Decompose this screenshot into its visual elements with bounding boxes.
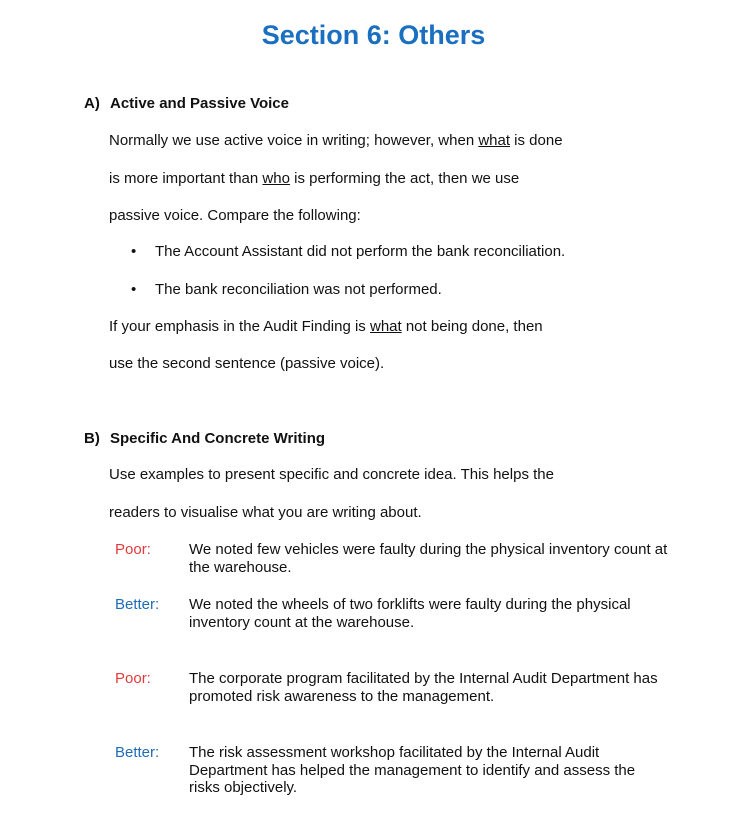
section-a-heading (84, 95, 289, 112)
text-run: If your emphasis in the Audit Finding is (109, 318, 370, 335)
section-a-para1-line1 (109, 132, 563, 149)
section-b-letter: B) (84, 430, 100, 447)
section-a-para1-line2 (109, 170, 519, 187)
better-label: Better: (115, 596, 160, 613)
bullet-item (131, 243, 565, 260)
bullet-text: The bank reconciliation was not performed. (155, 281, 442, 298)
text-run: not being done, then (401, 318, 543, 335)
bullet-item (131, 281, 442, 298)
section-b-para1-line1: Use examples to present specific and concrete idea. This helps the (109, 466, 554, 483)
section-a-para2-line1 (109, 318, 543, 335)
poor-label: Poor: (115, 541, 151, 558)
section-a-para2-line2: use the second sentence (passive voice). (109, 355, 385, 372)
section-b-heading (84, 430, 325, 447)
example-text: The corporate program facilitated by the Internal Audit Department has promoted risk awareness to the management. (189, 670, 658, 705)
example-text: We noted few vehicles were faulty during the physical inventory count at the warehouse. (189, 541, 668, 576)
page-title: Section 6: Others (261, 20, 486, 50)
better-label: Better: (115, 744, 160, 761)
text-run: is done (510, 132, 563, 149)
example-text: The risk assessment workshop facilitated by the Internal Audit Department has helped the management to identify and assess the risks objectively. (189, 744, 636, 796)
example-text: We noted the wheels of two forklifts were faulty during the physical inventory count at the warehouse. (189, 596, 631, 631)
poor-label: Poor: (115, 670, 151, 687)
section-a-title: Active and Passive Voice (110, 95, 289, 112)
underlined-word: what (478, 132, 511, 149)
section-b-title: Specific And Concrete Writing (110, 430, 326, 447)
underlined-word: who (262, 170, 290, 187)
bullet-icon: • (131, 243, 137, 260)
bullet-text: The Account Assistant did not perform the bank reconciliation. (155, 243, 566, 260)
section-a-para1-line3: passive voice. Compare the following: (109, 207, 361, 224)
text-run: is performing the act, then we use (289, 170, 520, 187)
text-run: Normally we use active voice in writing; however, when (109, 132, 479, 149)
bullet-icon: • (131, 281, 137, 298)
section-a-letter: A) (84, 95, 100, 112)
underlined-word: what (369, 318, 402, 335)
section-b-para1-line2: readers to visualise what you are writing about. (109, 504, 422, 521)
text-run: is more important than (109, 170, 263, 187)
